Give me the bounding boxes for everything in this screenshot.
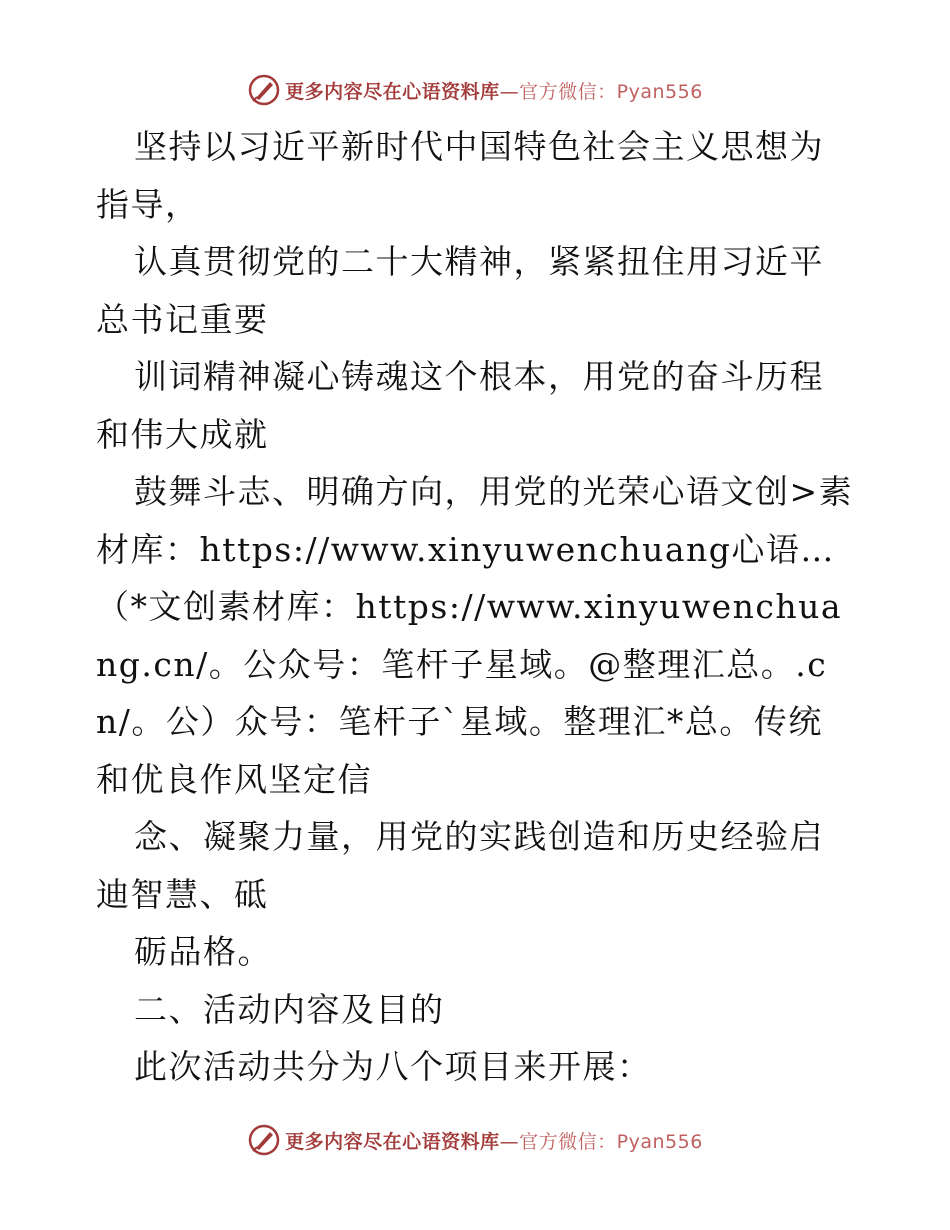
section-heading: 二、活动内容及目的 — [134, 989, 445, 1029]
paragraph-2: 认真贯彻党的二十大精神，紧紧扭住用习近平总书记重要 — [96, 242, 824, 339]
quill-pen-logo-icon — [247, 1123, 281, 1157]
paragraph-4: 鼓舞斗志、明确方向，用党的光荣心语文创>素材库：https://www.xinyuwenchuang心语…（*文创素材库：https://www.xinyuwenchuang.cn/。公众号：笔杆子星域。@整理汇总。.cn/。公）众号：笔杆子`星域。整理汇*总。传统和优良作风坚定信 — [96, 472, 854, 799]
paragraph-1: 坚持以习近平新时代中国特色社会主义思想为指导， — [96, 127, 824, 224]
paragraph-5: 念、凝聚力量，用党的实践创造和历史经验启迪智慧、砥 — [96, 817, 824, 914]
quill-pen-logo-icon — [247, 73, 281, 107]
paragraph-3: 训词精神凝心铸魂这个根本，用党的奋斗历程和伟大成就 — [96, 357, 824, 454]
paragraph-7: 此次活动共分为八个项目来开展： — [134, 1047, 652, 1086]
footer-separator: — — [499, 1130, 520, 1153]
footer-banner — [0, 1120, 950, 1160]
header-banner-text — [285, 77, 703, 104]
header-brand-text: 更多内容尽在心语资料库 — [285, 80, 500, 103]
header-separator: — — [499, 80, 520, 103]
document-body — [96, 118, 856, 1096]
footer-banner-text — [285, 1127, 703, 1154]
footer-wechat-text: 官方微信：Pyan556 — [519, 1130, 703, 1153]
header-banner — [0, 70, 950, 110]
footer-brand-text: 更多内容尽在心语资料库 — [285, 1130, 500, 1153]
header-wechat-text: 官方微信：Pyan556 — [519, 80, 703, 103]
paragraph-6: 砺品格。 — [134, 932, 272, 971]
